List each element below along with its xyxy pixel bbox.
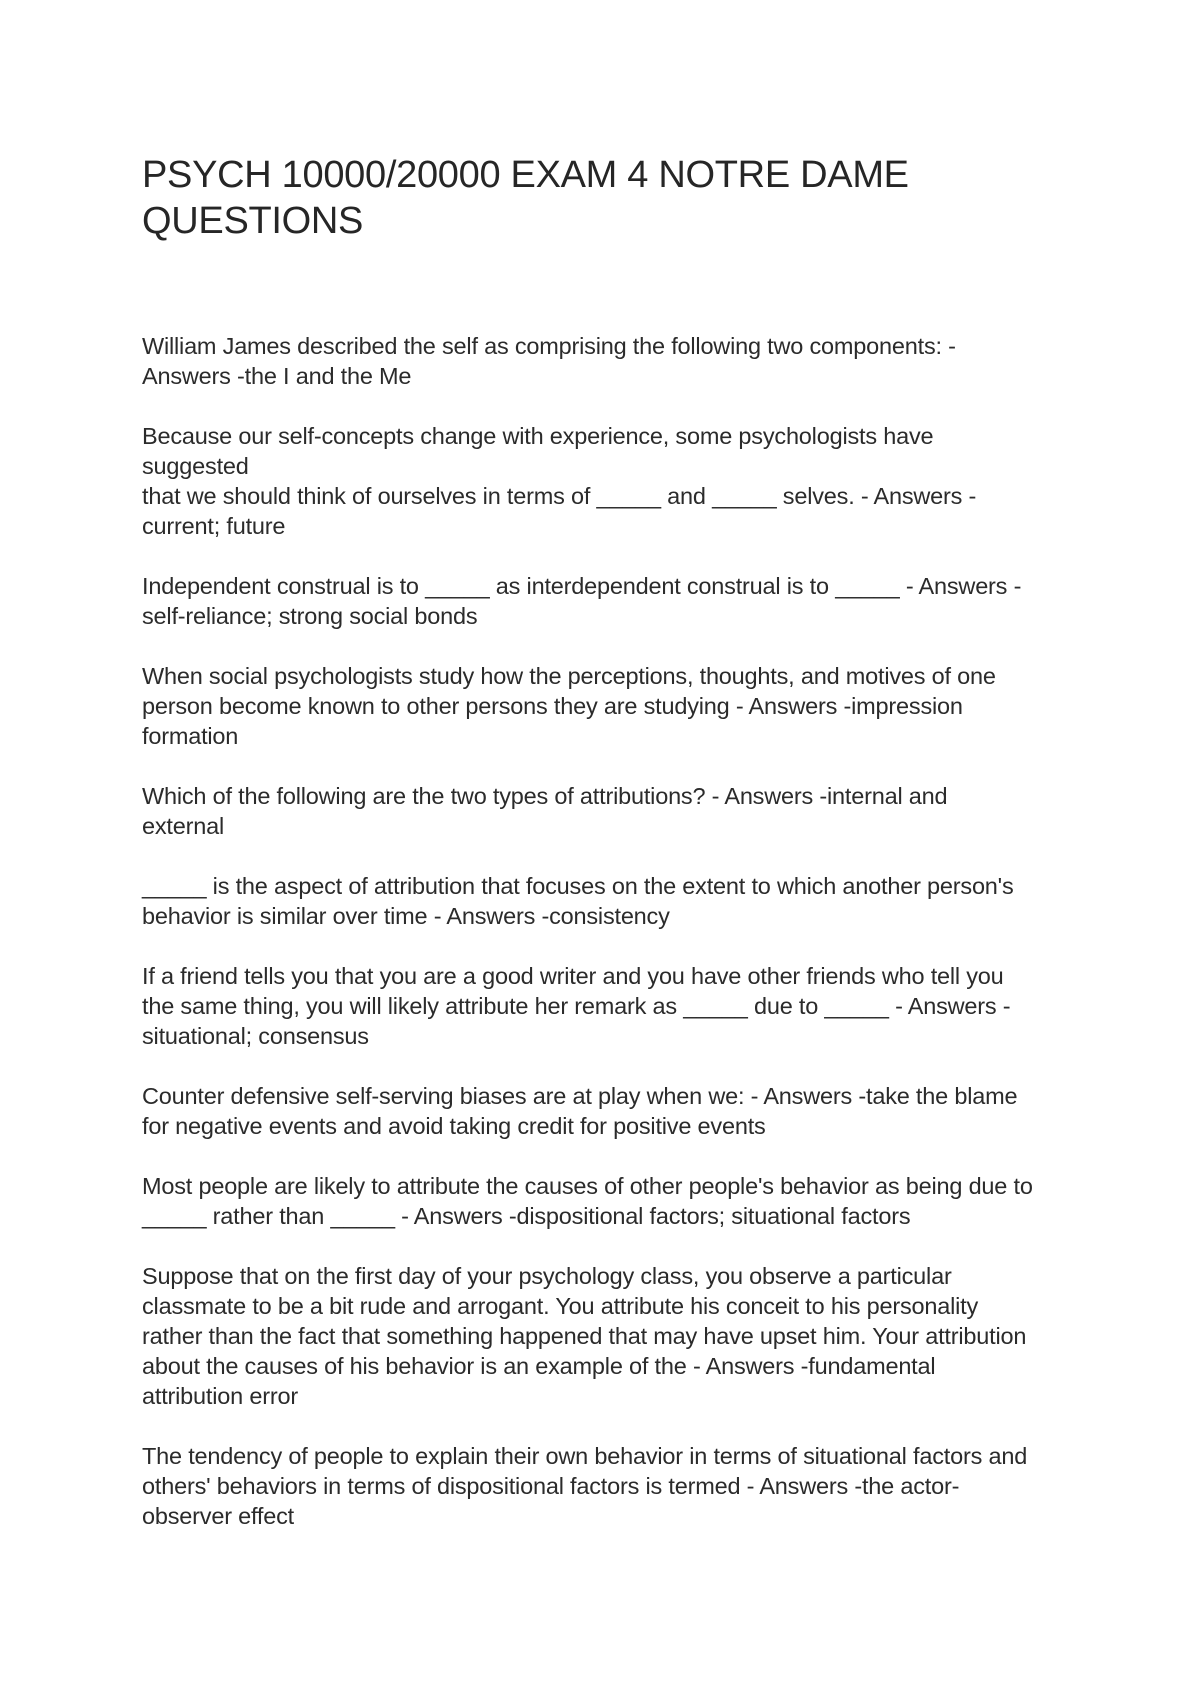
question-answer-line: formation	[142, 723, 239, 749]
question-answer-line: observer effect	[142, 1503, 295, 1529]
question-answer-line: behavior is similar over time - Answers -consistency	[142, 903, 670, 929]
question-answer-item	[142, 421, 1062, 541]
question-answer-text	[142, 961, 1062, 1051]
question-answer-item	[142, 1081, 1062, 1141]
question-answer-item	[142, 661, 1062, 751]
question-answer-item	[142, 331, 1062, 391]
question-answer-line: attribution error	[142, 1383, 298, 1409]
question-answer-line: current; future	[142, 513, 286, 539]
document-title	[142, 152, 1042, 244]
question-answer-line: Because our self-concepts change with experience, some psychologists have	[142, 423, 934, 449]
question-answer-text	[142, 421, 1062, 541]
question-answer-text	[142, 571, 1062, 631]
question-answer-line: for negative events and avoid taking credit for positive events	[142, 1113, 766, 1139]
question-answer-text	[142, 781, 1062, 841]
question-answer-line: situational; consensus	[142, 1023, 369, 1049]
question-answer-line: self-reliance; strong social bonds	[142, 603, 478, 629]
question-answer-item	[142, 571, 1062, 631]
question-answer-line: the same thing, you will likely attribute her remark as _____ due to _____ - Answers -	[142, 993, 1011, 1019]
question-answer-text	[142, 331, 1062, 391]
question-answer-line: _____ rather than _____ - Answers -dispositional factors; situational factors	[142, 1203, 911, 1229]
question-answer-line: Suppose that on the first day of your psychology class, you observe a particular	[142, 1263, 952, 1289]
question-answer-text	[142, 1081, 1062, 1141]
question-answer-line: If a friend tells you that you are a good writer and you have other friends who tell you	[142, 963, 1004, 989]
question-answer-line: _____ is the aspect of attribution that focuses on the extent to which another person's	[142, 873, 1014, 899]
document-title-line-1: PSYCH 10000/20000 EXAM 4 NOTRE DAME	[142, 154, 909, 196]
question-answer-line: Most people are likely to attribute the causes of other people's behavior as being due to	[142, 1173, 1033, 1199]
document-title-line-2: QUESTIONS	[142, 200, 364, 242]
question-answer-text	[142, 1441, 1062, 1531]
question-answer-line: Which of the following are the two types of attributions? - Answers -internal and	[142, 783, 948, 809]
question-answer-line: The tendency of people to explain their own behavior in terms of situational factors and	[142, 1443, 1028, 1469]
question-answer-text	[142, 661, 1062, 751]
question-answer-item	[142, 1441, 1062, 1531]
question-answer-text	[142, 871, 1062, 931]
question-answer-line: suggested	[142, 453, 249, 479]
question-answer-line: Counter defensive self-serving biases are at play when we: - Answers -take the blame	[142, 1083, 1018, 1109]
question-answer-line: rather than the fact that something happened that may have upset him. Your attribution	[142, 1323, 1027, 1349]
question-answer-line: Answers -the I and the Me	[142, 363, 412, 389]
question-answer-item	[142, 1171, 1062, 1231]
question-answer-line: person become known to other persons they are studying - Answers -impression	[142, 693, 963, 719]
question-answer-line: that we should think of ourselves in terms of _____ and _____ selves. - Answers -	[142, 483, 977, 509]
question-answer-text	[142, 1261, 1062, 1411]
question-answer-line: about the causes of his behavior is an example of the - Answers -fundamental	[142, 1353, 936, 1379]
question-answer-line: When social psychologists study how the perceptions, thoughts, and motives of one	[142, 663, 996, 689]
question-answer-line: external	[142, 813, 225, 839]
question-answer-line: William James described the self as comprising the following two components: -	[142, 333, 956, 359]
question-answer-line: Independent construal is to _____ as interdependent construal is to _____ - Answers -	[142, 573, 1022, 599]
question-answer-item	[142, 961, 1062, 1051]
question-answer-item	[142, 1261, 1062, 1411]
question-answer-line: others' behaviors in terms of dispositional factors is termed - Answers -the actor-	[142, 1473, 960, 1499]
question-answer-text	[142, 1171, 1062, 1231]
question-answer-item	[142, 781, 1062, 841]
question-answer-item	[142, 871, 1062, 931]
question-answer-line: classmate to be a bit rude and arrogant. You attribute his conceit to his personality	[142, 1293, 979, 1319]
question-answer-list	[142, 331, 1062, 1561]
